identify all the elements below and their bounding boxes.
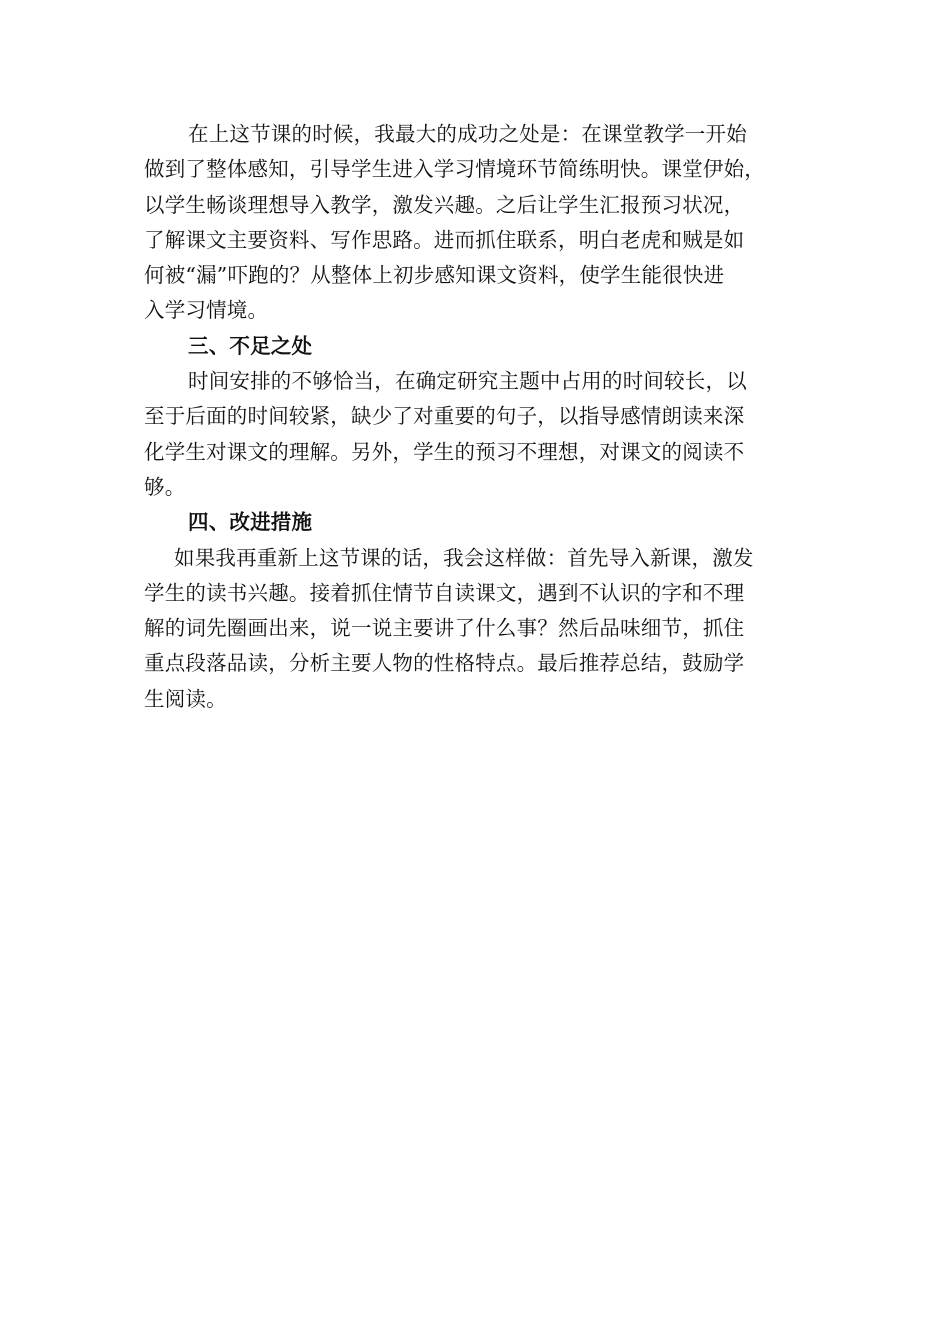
text-line: 在上这节课的时候，我最大的成功之处是：在课堂教学一开始 xyxy=(188,122,747,146)
text-line: 何被“漏”吓跑的？从整体上初步感知课文资料，使学生能很快进 xyxy=(144,263,725,288)
text-line: 时间安排的不够恰当，在确定研究主题中占用的时间较长，以 xyxy=(188,369,747,394)
text-line: 学生的读书兴趣。接着抓住情节自读课文，遇到不认识的字和不理 xyxy=(144,580,745,605)
text-line: 做到了整体感知，引导学生进入学习情境环节简练明快。课堂伊始， xyxy=(144,157,765,182)
text-line: 重点段落品读，分析主要人物的性格特点。最后推荐总结，鼓励学 xyxy=(144,651,745,676)
section-heading-improvements: 四、改进措施 xyxy=(188,510,313,535)
text-line: 生阅读。 xyxy=(144,686,227,711)
section-heading-shortcomings: 三、不足之处 xyxy=(188,333,313,358)
text-line: 入学习情境。 xyxy=(144,298,269,323)
text-line: 够。 xyxy=(144,474,186,499)
paragraph-shortcomings xyxy=(144,364,810,505)
text-line: 化学生对课文的理解。另外，学生的预习不理想，对课文的阅读不 xyxy=(144,439,745,464)
text-line: 至于后面的时间较紧，缺少了对重要的句子，以指导感情朗读来深 xyxy=(144,404,745,429)
text-line: 如果我再重新上这节课的话，我会这样做：首先导入新课，激发 xyxy=(174,545,754,570)
text-line: 以学生畅谈理想导入教学，激发兴趣。之后让学生汇报预习状况， xyxy=(144,192,745,217)
paragraph-improvements xyxy=(144,541,810,717)
paragraph-success xyxy=(144,117,810,329)
text-line: 了解课文主要资料、写作思路。进而抓住联系，明白老虎和贼是如 xyxy=(144,227,745,252)
document-body xyxy=(144,117,810,717)
text-line: 解的词先圈画出来，说一说主要讲了什么事？然后品味细节，抓住 xyxy=(144,616,745,641)
